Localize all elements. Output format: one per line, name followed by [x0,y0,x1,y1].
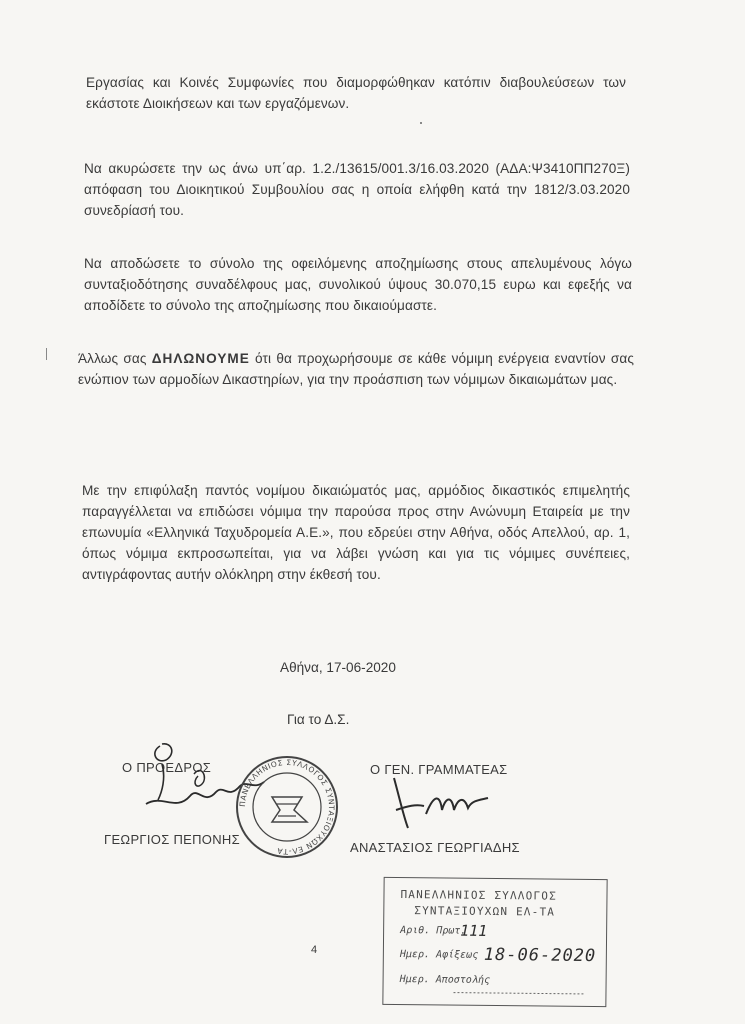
declaration-lead: Άλλως σας [78,351,152,366]
president-name: ΓΕΩΡΓΙΟΣ ΠΕΠΟΝΗΣ [104,832,240,847]
margin-mark [46,348,47,360]
association-seal [232,752,342,862]
paragraph-declaration [78,348,634,390]
stamp-dotted-line [453,991,583,996]
declaration-rest: ότι θα προχωρήσουμε σε κάθε νόμιμη ενέργεια εναντίον σας ενώπιον των αρμοδίων Δικαστηρίων, για την προάσπιση των νόμιμων δικαιωμάτων μας. [78,351,634,387]
for-board-label: Για το Δ.Σ. [287,712,350,727]
stamp-arrival-value: 18-06-2020 [483,944,597,967]
secretary-signature [388,770,498,840]
stamp-line-2: ΣΥΝΤΑΞΙΟΥΧΩΝ ΕΛ-ΤΑ [414,904,556,919]
president-title: Ο ΠΡΟΕΔΡΟΣ [122,760,212,775]
seal-text: ΠΑΝΕΛΛΗΝΙΟΣ ΣΥΛΛΟΓΟΣ ΣΥΝΤΑΞΙΟΥΧΩΝ ΕΛ-ΤΑ [237,757,337,857]
page-number: 4 [311,944,318,956]
speck [420,122,422,124]
stamp-sent-label: Ημερ. Αποστολής [399,974,490,986]
paragraph-agreements: Εργασίας και Κοινές Συμφωνίες που διαμορφώθηκαν κατόπιν διαβουλεύσεων των εκάστοτε Διοικήσεων και των εργαζόμενων. [86,75,626,111]
secretary-title: Ο ΓΕΝ. ΓΡΑΜΜΑΤΕΑΣ [370,762,508,777]
stamp-protocol-label: Αριθ. Πρωτ. [400,925,467,937]
stamp-line-1: ΠΑΝΕΛΛΗΝΙΟΣ ΣΥΛΛΟΓΟΣ [400,888,558,903]
place-date: Αθήνα, 17-06-2020 [280,660,396,675]
paragraph-service-notice: Με την επιφύλαξη παντός νομίμου δικαιώματός μας, αρμόδιος δικαστικός επιμελητής παραγγέλλεται να επιδώσει νόμιμα την παρούσα προς στην Ανώνυμη Εταιρεία με την επωνυμία «Ελληνικά Ταχυδρομεία Α.Ε.», που εδρεύει στην Αθήνα, οδός Απελλού, αρ. 1, όπως νόμιμα εκπροσωπείται, για να λάβει γνώση και για τις νόμιμες συνέπειες, αντιγράφοντας αυτήν ολόκληρη στην έκθεσή του. [82,483,630,582]
secretary-name: ΑΝΑΣΤΑΣΙΟΣ ΓΕΩΡΓΙΑΔΗΣ [350,840,520,855]
stamp-arrival-label: Ημερ. Αφίξεως [399,949,479,961]
paragraph-annul-decision: Να ακυρώσετε την ως άνω υπ΄αρ. 1.2./13615/001.3/16.03.2020 (ΑΔΑ:Ψ3410ΠΠ270Ξ) απόφαση του Διοικητικού Συμβουλίου σας η οποία ελήφθη κατά την 1812/3.03.2020 συνεδρίασή του. [84,161,630,218]
receipt-stamp [382,877,607,1007]
paragraph-compensation: Να αποδώσετε το σύνολο της οφειλόμενης αποζημίωσης στους απελυμένους λόγω συνταξιοδότησης συναδέλφους μας, συνολικού ύψους 30.070,15 ευρω και εφεξής να αποδίδετε το σύνολο της αποζημίωσης που δικαιούμαστε. [84,256,632,313]
stamp-protocol-value: 111 [460,921,488,940]
declaration-emphasis: ΔΗΛΩΝΟΥΜΕ [151,351,250,366]
